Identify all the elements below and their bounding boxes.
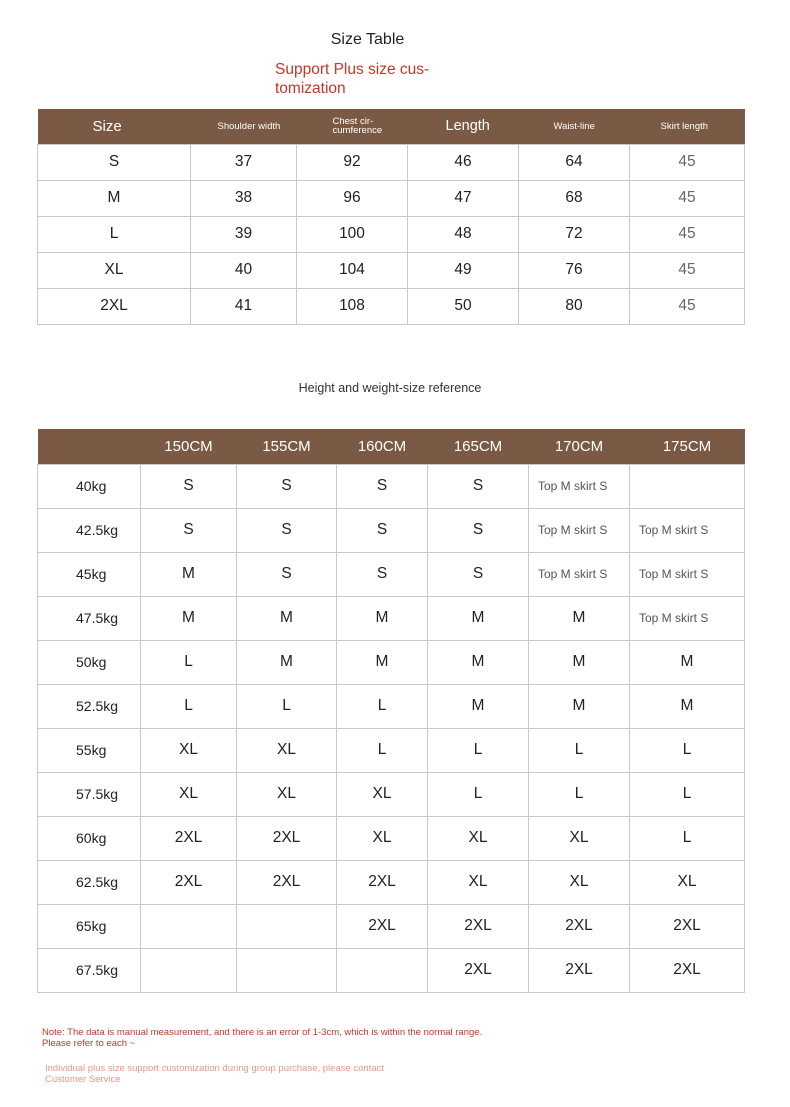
header-150cm: 150CM <box>141 429 237 464</box>
size-recommendation-cell: M <box>428 596 529 640</box>
size-recommendation-cell: L <box>529 772 630 816</box>
header-length: Length <box>408 109 519 144</box>
size-label-cell: L <box>38 216 191 252</box>
size-recommendation-cell: 2XL <box>630 948 745 992</box>
size-recommendation-cell: M <box>529 596 630 640</box>
table-row <box>38 728 745 772</box>
table-row <box>38 552 745 596</box>
size-label-cell: S <box>38 144 191 180</box>
size-recommendation-cell: S <box>337 552 428 596</box>
weight-label-cell: 52.5kg <box>38 684 141 728</box>
size-recommendation-cell: L <box>630 816 745 860</box>
size-recommendation-cell: XL <box>237 728 337 772</box>
size-recommendation-cell: S <box>237 464 337 508</box>
ref-table-header-row <box>38 429 745 464</box>
size-value-cell: 45 <box>630 288 745 324</box>
size-recommendation-cell: XL <box>630 860 745 904</box>
size-table-body <box>38 144 745 324</box>
table-row <box>38 144 745 180</box>
size-recommendation-cell: XL <box>237 772 337 816</box>
table-row <box>38 772 745 816</box>
size-value-cell: 41 <box>191 288 297 324</box>
size-value-cell: 37 <box>191 144 297 180</box>
size-recommendation-cell: 2XL <box>529 904 630 948</box>
size-recommendation-cell <box>141 948 237 992</box>
size-recommendation-cell: L <box>428 728 529 772</box>
size-recommendation-cell: L <box>337 728 428 772</box>
size-recommendation-cell: 2XL <box>141 860 237 904</box>
page-title: Size Table <box>330 31 405 48</box>
weight-label-cell: 55kg <box>38 728 141 772</box>
size-recommendation-cell: 2XL <box>237 816 337 860</box>
size-recommendation-cell: M <box>428 684 529 728</box>
header-skirt-length: Skirt length <box>630 109 745 144</box>
size-table-header-row <box>38 109 745 144</box>
weight-label-cell: 50kg <box>38 640 141 684</box>
header-size: Size <box>38 109 191 144</box>
size-recommendation-cell: M <box>428 640 529 684</box>
height-weight-title: Height and weight-size reference <box>298 381 482 395</box>
size-recommendation-cell: S <box>428 552 529 596</box>
size-recommendation-cell: XL <box>141 728 237 772</box>
size-value-cell: 48 <box>408 216 519 252</box>
table-row <box>38 596 745 640</box>
size-value-cell: 100 <box>297 216 408 252</box>
size-recommendation-cell: Top M skirt S <box>630 552 745 596</box>
size-recommendation-cell: 2XL <box>428 904 529 948</box>
size-value-cell: 104 <box>297 252 408 288</box>
size-recommendation-cell: M <box>630 640 745 684</box>
size-recommendation-cell: M <box>141 552 237 596</box>
size-recommendation-cell: Top M skirt S <box>529 552 630 596</box>
size-value-cell: 68 <box>519 180 630 216</box>
header-155cm: 155CM <box>237 429 337 464</box>
size-recommendation-cell: M <box>337 640 428 684</box>
weight-label-cell: 40kg <box>38 464 141 508</box>
customization-note: Individual plus size support customization during group purchase, please contact Customer Service <box>45 1063 385 1085</box>
size-value-cell: 96 <box>297 180 408 216</box>
size-recommendation-cell: M <box>237 640 337 684</box>
size-recommendation-cell: M <box>630 684 745 728</box>
size-value-cell: 38 <box>191 180 297 216</box>
size-label-cell: XL <box>38 252 191 288</box>
weight-label-cell: 47.5kg <box>38 596 141 640</box>
table-row <box>38 948 745 992</box>
size-recommendation-cell: S <box>337 464 428 508</box>
table-row <box>38 216 745 252</box>
size-recommendation-cell: S <box>428 464 529 508</box>
size-recommendation-cell: XL <box>337 772 428 816</box>
size-recommendation-cell: XL <box>428 816 529 860</box>
size-recommendation-cell: Top M skirt S <box>529 508 630 552</box>
size-recommendation-cell: L <box>630 772 745 816</box>
size-recommendation-cell: S <box>141 508 237 552</box>
size-recommendation-cell: L <box>630 728 745 772</box>
size-value-cell: 72 <box>519 216 630 252</box>
size-value-cell: 45 <box>630 144 745 180</box>
size-recommendation-cell: 2XL <box>630 904 745 948</box>
size-recommendation-cell: XL <box>529 816 630 860</box>
table-row <box>38 816 745 860</box>
size-recommendation-cell: XL <box>529 860 630 904</box>
header-175cm: 175CM <box>630 429 745 464</box>
size-recommendation-cell: 2XL <box>141 816 237 860</box>
weight-label-cell: 67.5kg <box>38 948 141 992</box>
size-recommendation-cell: M <box>529 684 630 728</box>
table-row <box>38 464 745 508</box>
size-recommendation-cell <box>237 904 337 948</box>
size-recommendation-cell: L <box>337 684 428 728</box>
table-row <box>38 904 745 948</box>
size-recommendation-cell: Top M skirt S <box>529 464 630 508</box>
table-row <box>38 508 745 552</box>
size-recommendation-cell: XL <box>141 772 237 816</box>
size-recommendation-cell: L <box>529 728 630 772</box>
size-recommendation-cell: XL <box>337 816 428 860</box>
table-row <box>38 640 745 684</box>
size-value-cell: 45 <box>630 180 745 216</box>
size-recommendation-cell: S <box>428 508 529 552</box>
size-recommendation-cell: 2XL <box>428 948 529 992</box>
size-recommendation-cell: 2XL <box>337 904 428 948</box>
weight-label-cell: 62.5kg <box>38 860 141 904</box>
size-value-cell: 76 <box>519 252 630 288</box>
size-recommendation-cell: S <box>237 552 337 596</box>
size-recommendation-cell: L <box>141 684 237 728</box>
size-value-cell: 45 <box>630 252 745 288</box>
size-value-cell: 40 <box>191 252 297 288</box>
height-weight-table <box>37 429 745 993</box>
size-recommendation-cell: S <box>237 508 337 552</box>
header-shoulder-width: Shoulder width <box>191 109 297 144</box>
size-value-cell: 49 <box>408 252 519 288</box>
size-recommendation-cell <box>237 948 337 992</box>
size-recommendation-cell <box>630 464 745 508</box>
table-row <box>38 180 745 216</box>
size-recommendation-cell: M <box>337 596 428 640</box>
size-label-cell: M <box>38 180 191 216</box>
size-recommendation-cell: M <box>529 640 630 684</box>
plus-size-subtitle: Support Plus size cus-tomization <box>275 61 430 97</box>
size-recommendation-cell: 2XL <box>237 860 337 904</box>
size-value-cell: 45 <box>630 216 745 252</box>
size-value-cell: 47 <box>408 180 519 216</box>
header-160cm: 160CM <box>337 429 428 464</box>
size-value-cell: 46 <box>408 144 519 180</box>
size-value-cell: 50 <box>408 288 519 324</box>
header-165cm: 165CM <box>428 429 529 464</box>
table-row <box>38 252 745 288</box>
size-recommendation-cell: S <box>141 464 237 508</box>
size-recommendation-cell: L <box>237 684 337 728</box>
table-row <box>38 288 745 324</box>
size-label-cell: 2XL <box>38 288 191 324</box>
size-recommendation-cell <box>337 948 428 992</box>
ref-table-body <box>38 464 745 992</box>
size-value-cell: 80 <box>519 288 630 324</box>
header-blank <box>38 429 141 464</box>
size-value-cell: 92 <box>297 144 408 180</box>
size-value-cell: 108 <box>297 288 408 324</box>
size-recommendation-cell <box>141 904 237 948</box>
table-row <box>38 684 745 728</box>
weight-label-cell: 60kg <box>38 816 141 860</box>
header-waistline: Waist-line <box>519 109 630 144</box>
size-recommendation-cell: M <box>141 596 237 640</box>
header-170cm: 170CM <box>529 429 630 464</box>
size-recommendation-cell: L <box>141 640 237 684</box>
weight-label-cell: 42.5kg <box>38 508 141 552</box>
size-table <box>37 109 745 325</box>
size-recommendation-cell: Top M skirt S <box>630 596 745 640</box>
weight-label-cell: 57.5kg <box>38 772 141 816</box>
size-recommendation-cell: 2XL <box>337 860 428 904</box>
size-recommendation-cell: Top M skirt S <box>630 508 745 552</box>
size-recommendation-cell: S <box>337 508 428 552</box>
size-recommendation-cell: M <box>237 596 337 640</box>
size-value-cell: 39 <box>191 216 297 252</box>
weight-label-cell: 65kg <box>38 904 141 948</box>
size-value-cell: 64 <box>519 144 630 180</box>
header-chest-circumference: Chest cir-cumference <box>297 109 408 144</box>
size-recommendation-cell: 2XL <box>529 948 630 992</box>
measurement-note: Note: The data is manual measurement, and there is an error of 1-3cm, which is within the normal range. Please refer to each ~ <box>42 1027 483 1049</box>
size-recommendation-cell: XL <box>428 860 529 904</box>
size-recommendation-cell: L <box>428 772 529 816</box>
table-row <box>38 860 745 904</box>
weight-label-cell: 45kg <box>38 552 141 596</box>
